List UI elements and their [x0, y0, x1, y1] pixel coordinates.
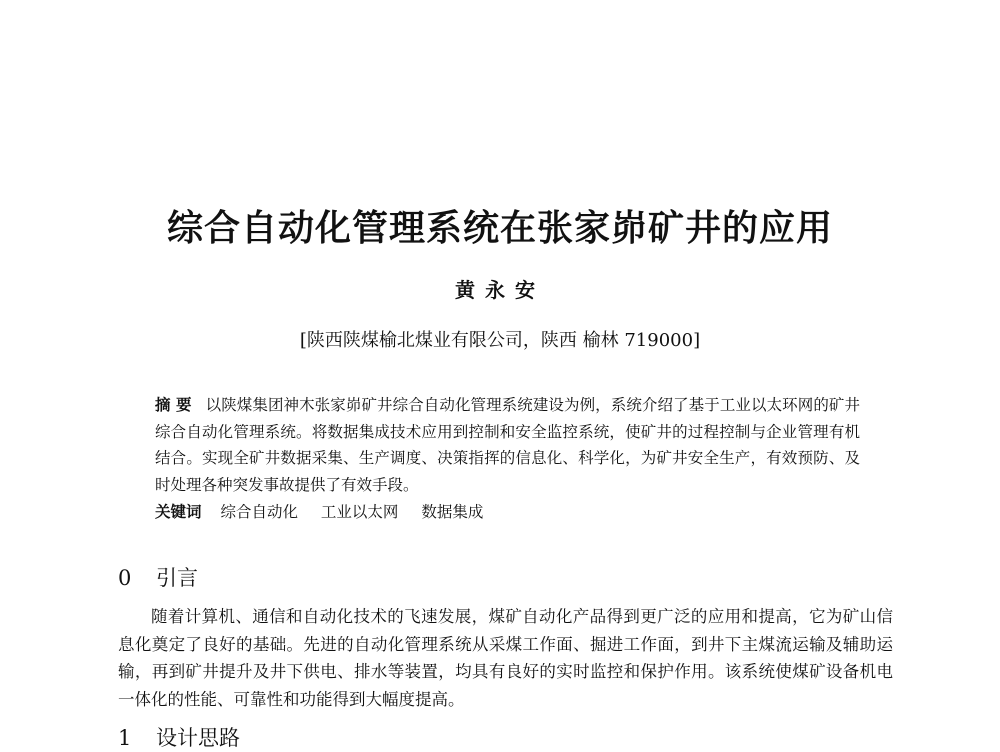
- author-name: 黄永安: [455, 278, 545, 302]
- section-title: 引言: [156, 566, 198, 590]
- keywords: [155, 499, 860, 526]
- abstract: [155, 392, 860, 498]
- paper-title: 综合自动化管理系统在张家峁矿井的应用: [166, 208, 833, 249]
- keywords-label: 关键词: [155, 503, 202, 521]
- introduction-paragraph: 随着计算机、通信和自动化技术的飞速发展，煤矿自动化产品得到更广泛的应用和提高，它为矿山信息化奠定了良好的基础。先进的自动化管理系统从采煤工作面、掘进工作面，到井下主煤流运输及辅助运输，再到矿井提升及井下供电、排水等装置，均具有良好的实时监控和保护作用。该系统使煤矿设备机电一体化的性能、可靠性和功能得到大幅度提高。: [118, 607, 893, 709]
- keyword-item: 工业以太网: [320, 503, 399, 521]
- keyword-item: 综合自动化: [220, 503, 298, 521]
- abstract-label: 摘 要: [155, 396, 192, 414]
- section-heading-introduction: [118, 562, 198, 592]
- affiliation: [陕西陕煤榆北煤业有限公司，陕西 榆林 719000]: [299, 330, 701, 351]
- section-number: 1: [118, 726, 132, 750]
- abstract-text: 以陕煤集团神木张家峁矿井综合自动化管理系统建设为例，系统介绍了基于工业以太环网的矿井综合自动化管理系统。将数据集成技术应用到控制和安全监控系统，使矿井的过程控制与企业管理有机结合。实现全矿井数据采集、生产调度、决策指挥的信息化、科学化，为矿井安全生产，有效预防、及时处理各种突发事故提供了有效手段。: [155, 396, 860, 494]
- keyword-item: 数据集成: [421, 503, 484, 521]
- section-heading-design: [118, 722, 240, 752]
- section-title: 设计思路: [156, 726, 240, 750]
- section-number: 0: [118, 566, 132, 590]
